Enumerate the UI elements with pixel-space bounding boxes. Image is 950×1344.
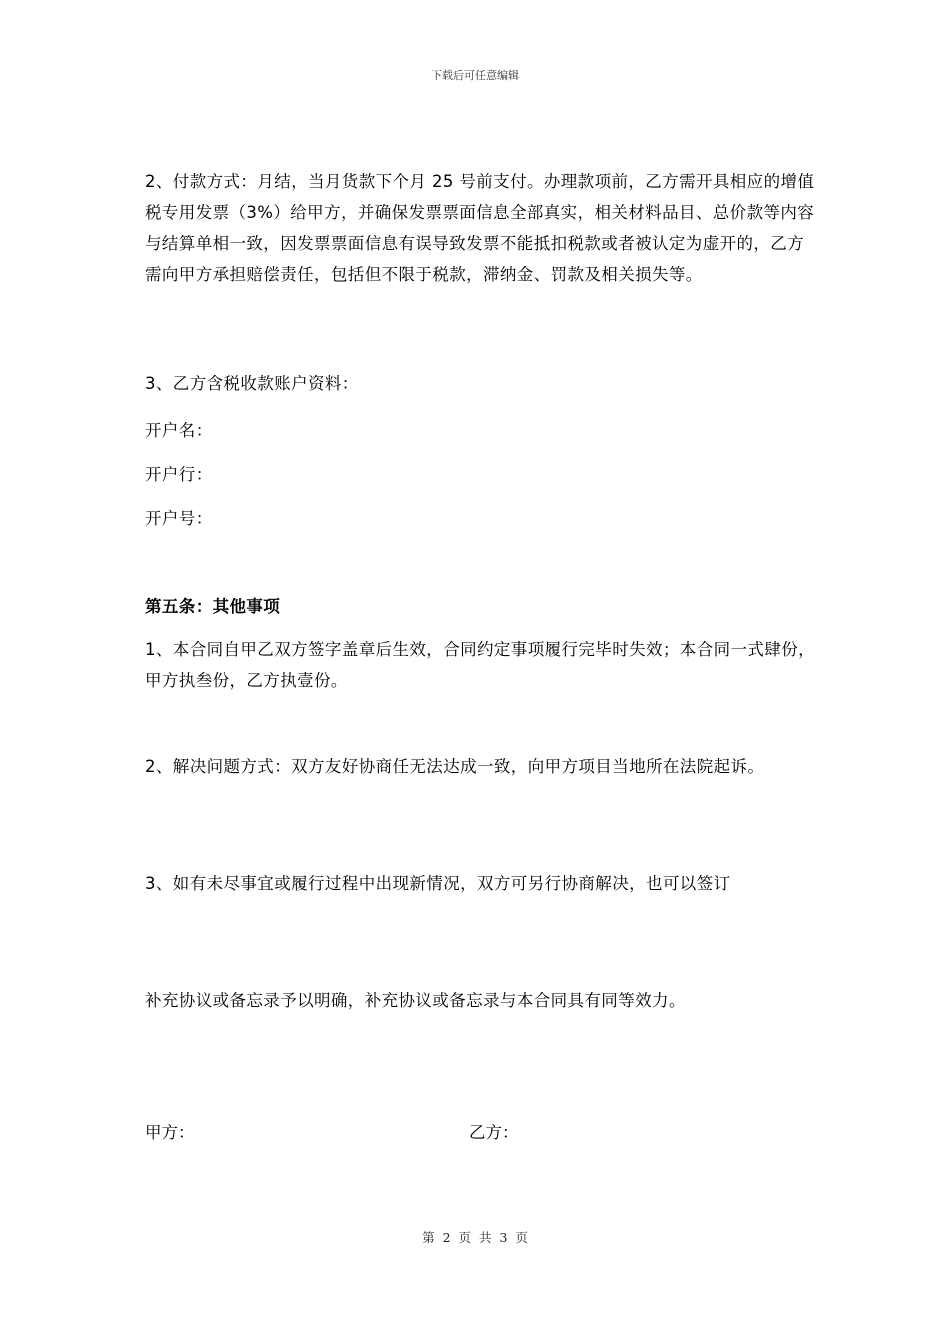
account-number-line: 开户号： xyxy=(145,509,213,528)
clause5-item3: 3、如有未尽事宜或履行过程中出现新情况，双方可另行协商解决，也可以签订 xyxy=(145,874,731,893)
account-bank-line: 开户行： xyxy=(145,465,213,484)
clause5-item1: 1、本合同自甲乙双方签字盖章后生效，合同约定事项履行完毕时失效；本合同一式肆份，甲方执叁份，乙方执壹份。 xyxy=(145,640,815,690)
clause5-item2: 2、解决问题方式：双方友好协商任无法达成一致，向甲方项目当地所在法院起诉。 xyxy=(145,757,765,776)
page-footer: 第 2 页 共 3 页 xyxy=(422,1230,528,1245)
party-a-signature-label: 甲方： xyxy=(145,1123,195,1142)
clause5-title: 第五条：其他事项 xyxy=(145,597,281,616)
account-info-heading: 3、乙方含税收款账户资料： xyxy=(145,374,359,393)
account-name-line: 开户名： xyxy=(145,421,213,440)
party-b-signature-label: 乙方： xyxy=(469,1123,519,1142)
payment-method-paragraph: 2、付款方式：月结，当月货款下个月 25 号前支付。办理款项前，乙方需开具相应的增值税专用发票（3%）给甲方，并确保发票票面信息全部真实，相关材料品目、总价款等内容与结算单相一致，因发票票面信息有误导致发票不能抵扣税款或者被认定为虚开的，乙方需向甲方承担赔偿责任，包括但不限于税款，滞纳金、罚款及相关损失等。 xyxy=(145,172,815,284)
clause5-item3-continuation: 补充协议或备忘录予以明确，补充协议或备忘录与本合同具有同等效力。 xyxy=(145,991,686,1010)
page-header: 下载后可任意编辑 xyxy=(431,69,519,82)
